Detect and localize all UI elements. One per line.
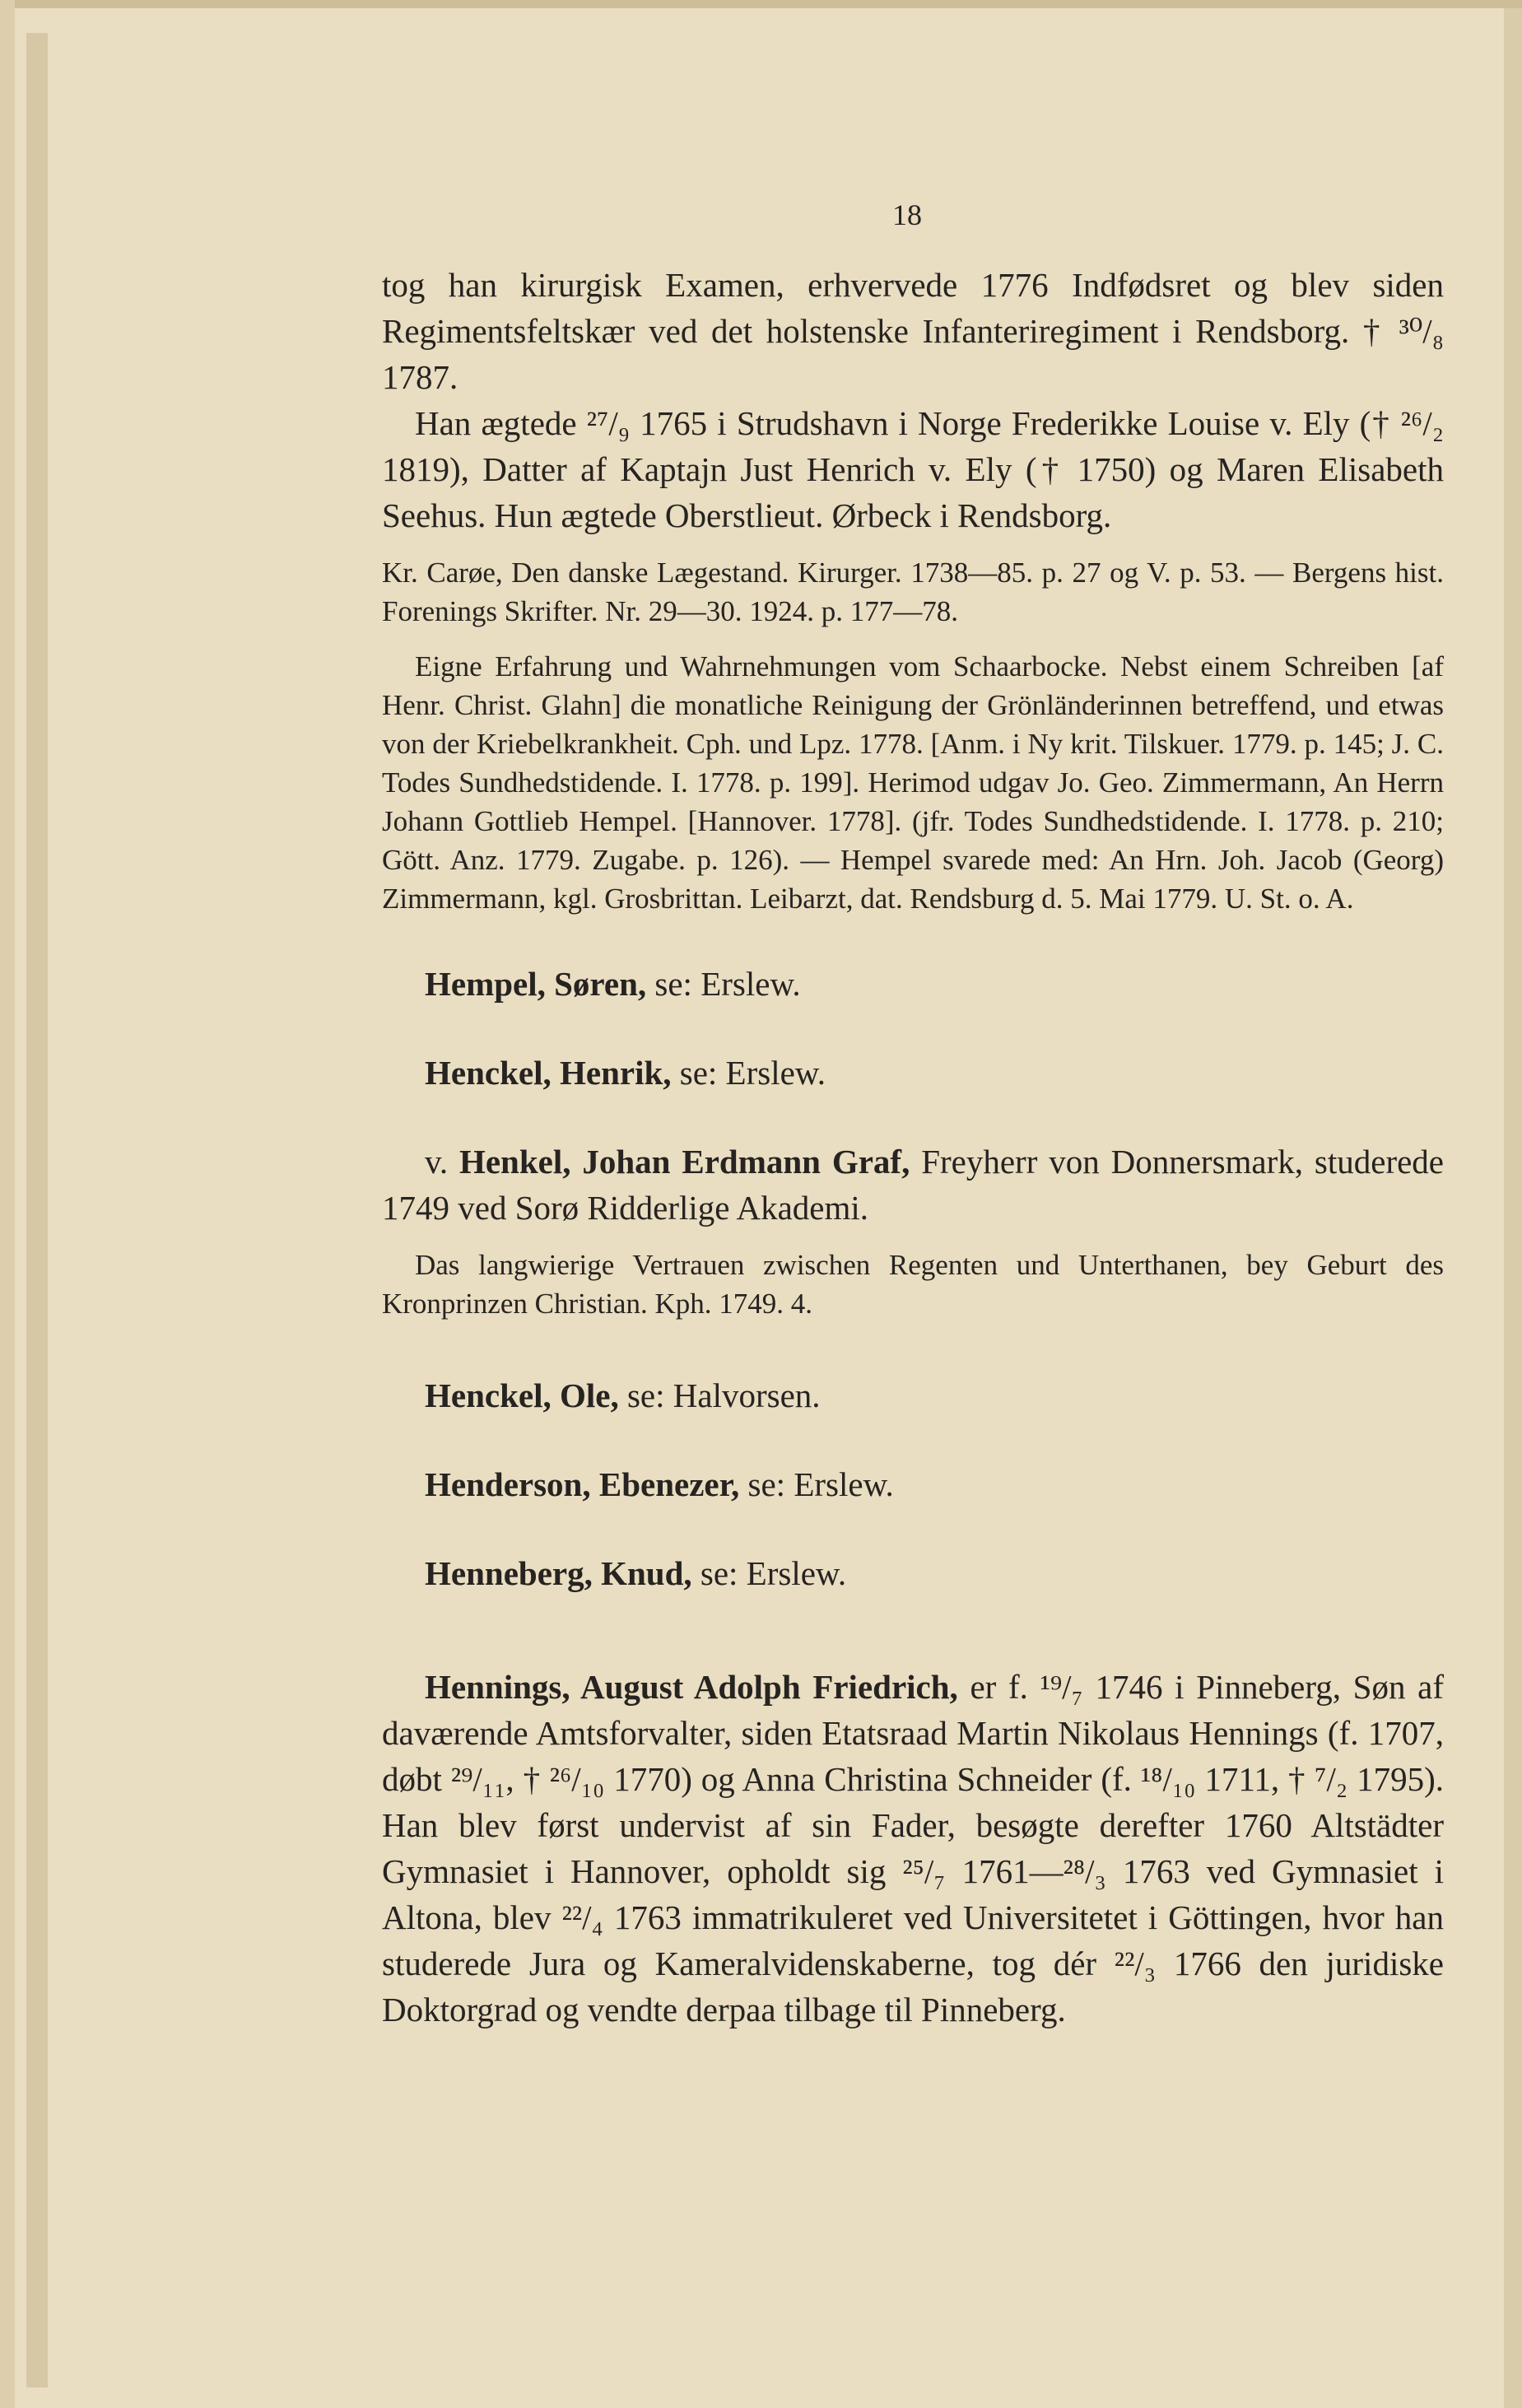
entry-reference: se: Erslew. (691, 1554, 847, 1592)
entry-henkel (382, 1139, 1444, 1231)
entry-text: Freyherr von Donnersmark, studerede 1749 ved Sorø Ridderlige Akademi. (382, 1143, 1444, 1227)
entry-name: Henderson, Ebenezer, (425, 1465, 740, 1503)
entry-prefix: v. (425, 1143, 459, 1181)
entry-reference: se: Erslew. (671, 1054, 826, 1092)
source-reference: Kr. Carøe, Den danske Lægestand. Kirurger. 1738—85. p. 27 og V. p. 53. — Bergens hist. Forenings Skrifter. Nr. 29—30. 1924. p. 177—78. (382, 557, 1444, 627)
bibliography-note: Eigne Erfahrung und Wahrnehmungen vom Schaarbocke. Nebst einem Schreiben [af Henr. Christ. Glahn] die monatliche Reinigung der Grönländerinnen betreffend, und etwas von der Kriebelkrankheit. Cph. und Lpz. 1778. [Anm. i Ny krit. Tilskuer. 1779. p. 145; J. C. Todes Sundhedstidende. I. 1778. p. 199]. Herimod udgav Jo. Geo. Zimmermann, An Herrn Johann Gottlieb Hempel. [Hannover. 1778]. (jfr. Todes Sundhedstidende. I. 1778. p. 210; Gött. Anz. 1779. Zugabe. p. 126). — Hempel svarede med: An Hrn. Joh. Jacob (Georg) Zimmermann, kgl. Grosbrittan. Leibarzt, dat. Rendsburg d. 5. Mai 1779. U. St. o. A. (382, 650, 1444, 915)
entry-name: Henckel, Ole, (425, 1376, 619, 1414)
page-number: 18 (892, 198, 922, 231)
entry-text: er f. ¹⁹/₇ 1746 i Pinneberg, Søn af daværende Amtsforvalter, siden Etatsraad Martin Nikolaus Hennings (f. 1707, døbt ²⁹/₁₁, † ²⁶/₁₀ 1770) og Anna Christina Schneider (f. ¹⁸/₁₀ 1711, † ⁷/₂ 1795). Han blev først undervist af sin Fader, besøgte derefter 1760 Altstädter Gymnasiet i Hannover, opholdt sig ²⁵/₇ 1761—²⁸/₃ 1763 ved Gymnasiet i Altona, blev ²²/₄ 1763 immatrikuleret ved Universitetet i Göttingen, hvor han studerede Jura og Kameralvidenskaberne, tog dér ²²/₃ 1766 den juridiske Doktorgrad og vendte derpaa tilbage til Pinneberg. (382, 1668, 1444, 2028)
entry-henneberg (382, 1550, 1444, 1596)
page-text (382, 262, 1444, 2033)
entry-hempel (382, 961, 1444, 1007)
entry-name: Henkel, Johan Erdmann Graf, (458, 1143, 910, 1181)
entry-name: Hempel, Søren, (425, 965, 647, 1003)
entry-reference: se: Erslew. (646, 965, 801, 1003)
entry-reference: se: Halvorsen. (618, 1376, 821, 1414)
entry-henckel-ole (382, 1372, 1444, 1418)
entry-henderson (382, 1461, 1444, 1507)
page-top-edge (15, 0, 1522, 8)
entry-hennings (382, 1664, 1444, 2033)
entry-reference: se: Erslew. (739, 1465, 894, 1503)
paragraph-continuation: tog han kirurgisk Examen, erhvervede 1776 Indfødsret og blev siden Regimentsfeltskær ved det holstenske Infanteriregiment i Rendsborg. † ³⁰/₈ 1787. (382, 266, 1444, 396)
binding-shadow (26, 33, 48, 2387)
entry-henckel-henrik (382, 1050, 1444, 1096)
entry-name: Henneberg, Knud, (425, 1554, 692, 1592)
entry-name: Hennings, August Adolph Friedrich, (425, 1668, 958, 1706)
paragraph-marriage: Han ægtede ²⁷/₉ 1765 i Strudshavn i Norge Frederikke Louise v. Ely († ²⁶/₂ 1819), Datter af Kaptajn Just Henrich v. Ely († 1750) og Maren Elisabeth Seehus. Hun ægtede Oberstlieut. Ørbeck i Rendsborg. (382, 404, 1444, 534)
entry-name: Henckel, Henrik, (425, 1054, 672, 1092)
entry-henkel-source: Das langwierige Vertrauen zwischen Regenten und Unterthanen, bey Geburt des Kronprinzen Christian. Kph. 1749. 4. (382, 1249, 1444, 1320)
